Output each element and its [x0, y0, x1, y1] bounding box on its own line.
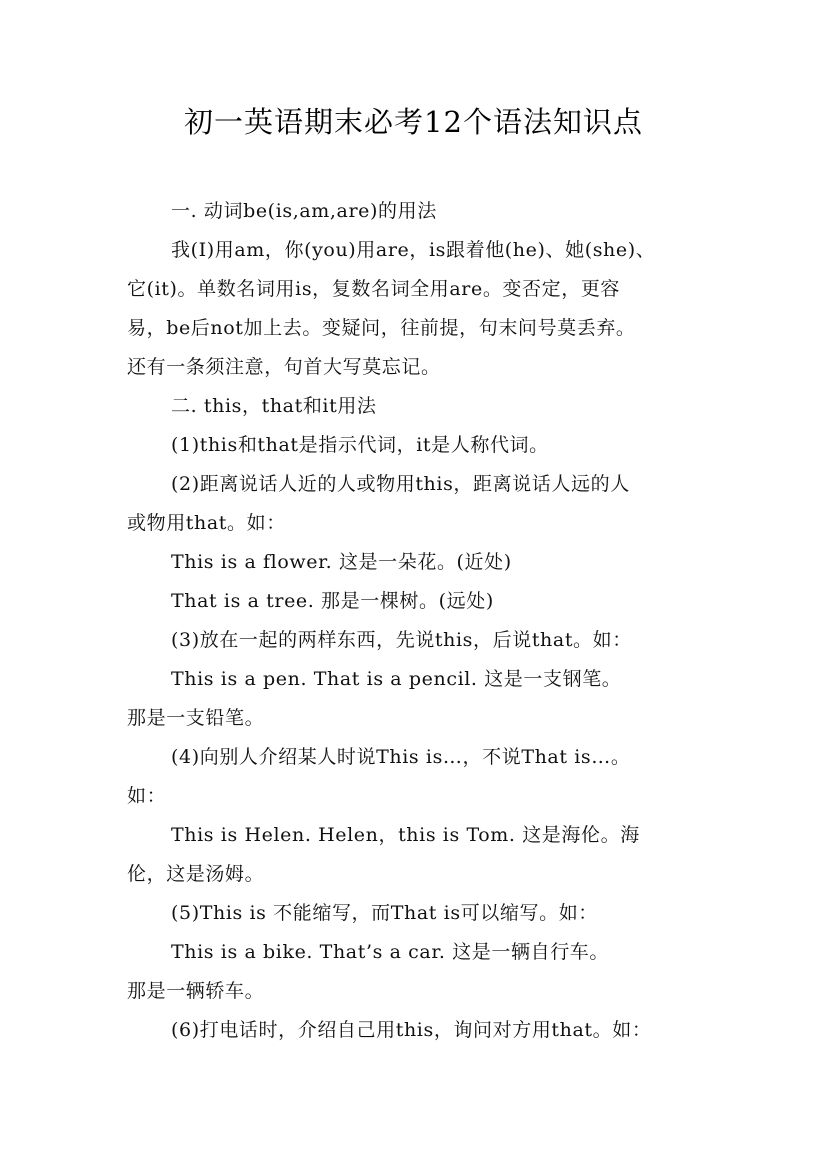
body-line: 或物用that。如：	[127, 512, 286, 534]
document-title: 初一英语期末必考12个语法知识点	[184, 105, 643, 139]
example-line: That is a tree. 那是一棵树。(远处)	[171, 590, 494, 612]
section-heading-2: 二. this，that和it用法	[171, 395, 377, 417]
example-line: This is Helen. Helen，this is Tom. 这是海伦。海	[171, 824, 640, 846]
example-line: 伦，这是汤姆。	[127, 863, 265, 885]
body-line: (1)this和that是指示代词，it是人称代词。	[171, 434, 549, 456]
body-line: (3)放在一起的两样东西，先说this，后说that。如：	[171, 629, 632, 651]
section-heading-1: 一. 动词be(is,am,are)的用法	[171, 200, 437, 222]
example-line: This is a pen. That is a pencil. 这是一支钢笔。	[171, 668, 622, 690]
example-line: This is a flower. 这是一朵花。(近处)	[171, 551, 512, 573]
example-line: 那是一支铅笔。	[127, 707, 265, 729]
body-line: 我(I)用am，你(you)用are，is跟着他(he)、她(she)、	[171, 239, 656, 261]
body-line: (2)距离说话人近的人或物用this，距离说话人远的人	[171, 473, 630, 495]
body-line: 易，be后not加上去。变疑问，往前提，句末问号莫丢弃。	[127, 317, 636, 339]
body-line: (4)向别人介绍某人时说This is…，不说That is…。	[171, 746, 631, 768]
example-line: This is a bike. That’s a car. 这是一辆自行车。	[171, 941, 609, 963]
example-line: 那是一辆轿车。	[127, 980, 265, 1002]
body-line: (6)打电话时，介绍自己用this，询问对方用that。如：	[171, 1019, 652, 1041]
body-line: (5)This is 不能缩写，而That is可以缩写。如：	[171, 902, 598, 924]
body-line: 还有一条须注意，句首大写莫忘记。	[127, 356, 441, 378]
body-line: 如：	[127, 785, 167, 807]
body-line: 它(it)。单数名词用is，复数名词全用are。变否定，更容	[127, 278, 621, 300]
